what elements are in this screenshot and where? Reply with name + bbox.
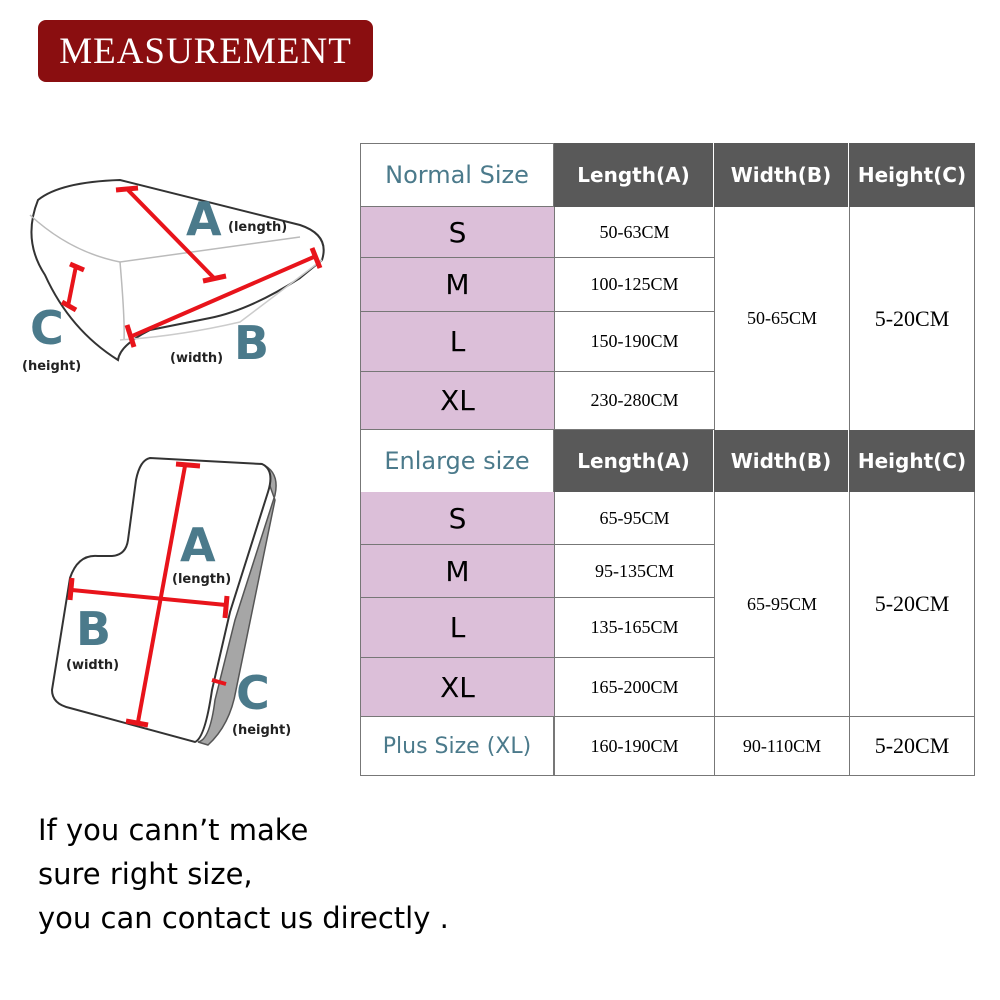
- plus-size-label: Plus Size (XL): [360, 717, 554, 776]
- normal-size-m: M: [360, 258, 554, 312]
- plus-height: 5-20CM: [849, 717, 975, 776]
- enlarge-length-m: 95-135CM: [554, 545, 714, 598]
- normal-size-l: L: [360, 312, 554, 372]
- normal-size-xl: XL: [360, 372, 554, 430]
- size-table: [360, 143, 975, 776]
- enlarge-length-s: 65-95CM: [554, 492, 714, 545]
- enlarge-length-xl: 165-200CM: [554, 658, 714, 717]
- plus-width: 90-110CM: [714, 717, 849, 776]
- diagram2-c-letter: C: [236, 666, 270, 720]
- enlarge-width: 65-95CM: [714, 492, 849, 717]
- normal-length-s: 50-63CM: [554, 207, 714, 258]
- contact-note-line2: sure right size,: [38, 857, 253, 891]
- normal-length-xl: 230-280CM: [554, 372, 714, 430]
- seat-cushion-diagram: [30, 180, 324, 360]
- enlarge-col-height: Height(C): [849, 430, 975, 492]
- normal-col-width: Width(B): [714, 143, 849, 207]
- normal-col-length: Length(A): [554, 143, 714, 207]
- diagram1-c-letter: C: [30, 301, 64, 355]
- diagram2-a-text: (length): [172, 572, 232, 587]
- contact-note-line1: If you cann’t make: [38, 813, 309, 847]
- normal-size-s: S: [360, 207, 554, 258]
- normal-width: 50-65CM: [714, 207, 849, 430]
- diagram1-b-text: (width): [170, 351, 224, 366]
- enlarge-height: 5-20CM: [849, 492, 975, 717]
- enlarge-size-xl: XL: [360, 658, 554, 717]
- measurement-banner: MEASUREMENT: [38, 20, 373, 82]
- enlarge-size-l: L: [360, 598, 554, 658]
- diagram2-b-text: (width): [66, 658, 120, 673]
- diagram1-a-letter: A: [186, 192, 222, 246]
- diagram2-a-letter: A: [180, 518, 216, 572]
- diagram1-c-text: (height): [22, 359, 82, 374]
- diagram1-b-letter: B: [234, 316, 270, 370]
- contact-note: [38, 808, 449, 940]
- diagram1-a-text: (length): [228, 220, 288, 235]
- plus-length: 160-190CM: [554, 717, 714, 776]
- enlarge-col-length: Length(A): [554, 430, 714, 492]
- enlarge-size-label: Enlarge size: [360, 430, 554, 492]
- normal-col-height: Height(C): [849, 143, 975, 207]
- diagrams: [0, 0, 360, 800]
- diagram2-c-text: (height): [232, 723, 292, 738]
- normal-length-m: 100-125CM: [554, 258, 714, 312]
- diagram2-b-letter: B: [76, 602, 112, 656]
- normal-height: 5-20CM: [849, 207, 975, 430]
- normal-length-l: 150-190CM: [554, 312, 714, 372]
- contact-note-line3: you can contact us directly .: [38, 901, 449, 935]
- enlarge-length-l: 135-165CM: [554, 598, 714, 658]
- enlarge-size-m: M: [360, 545, 554, 598]
- enlarge-size-s: S: [360, 492, 554, 545]
- normal-size-label: Normal Size: [360, 143, 554, 207]
- enlarge-col-width: Width(B): [714, 430, 849, 492]
